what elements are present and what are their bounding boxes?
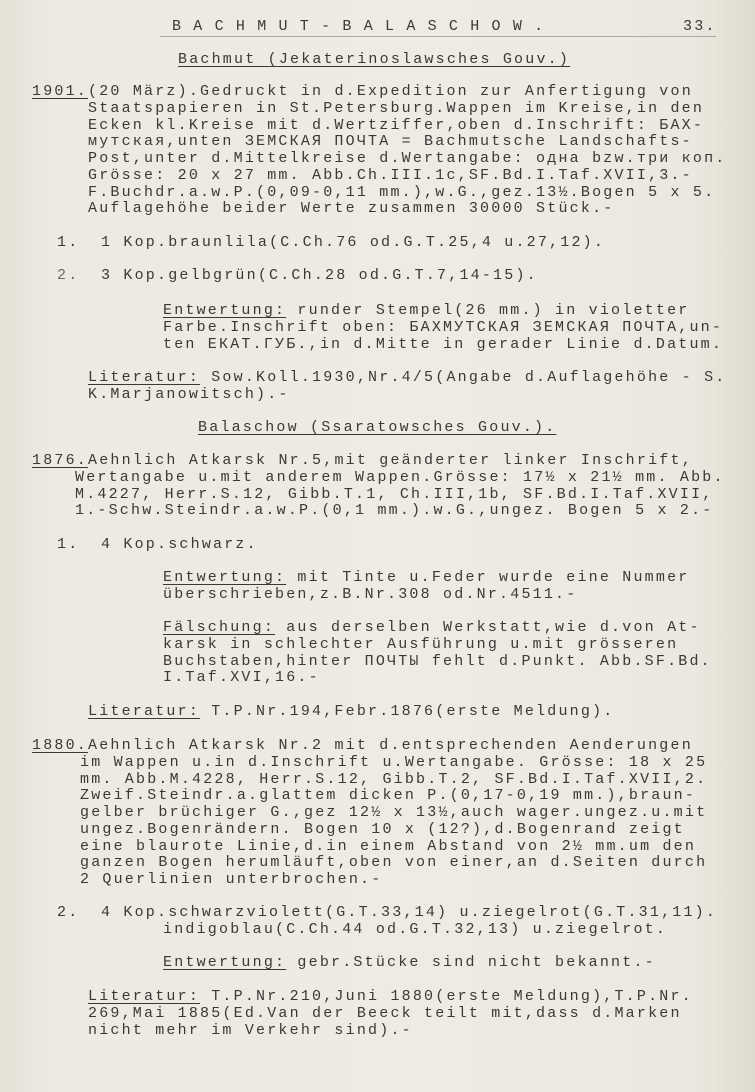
issue-year: 1880. <box>32 737 89 754</box>
text-line: мутская,unten ЗЕМСКАЯ ПОЧТА = Bachmutsche Landschafts- <box>88 133 693 151</box>
text-line-content: T.P.Nr.194,Febr.1876(erste Meldung). <box>200 703 615 720</box>
stamp-entry <box>57 235 605 252</box>
stamp-number: 1. <box>57 234 80 251</box>
stamp-number: 2. <box>57 904 80 921</box>
text-line-content: mit Tinte u.Feder wurde eine Nummer <box>286 569 690 586</box>
text-line: nicht mehr im Verkehr sind).- <box>88 1021 413 1039</box>
section-heading-text: Balaschow (Ssaratowsches Gouv.). <box>198 419 557 436</box>
text-line: karsk in schlechter Ausführung u.mit grösseren <box>163 635 679 653</box>
text-line: Post,unter d.Mittelkreise d.Wertangabe: одна bzw.три коп. <box>88 150 727 167</box>
literature-note <box>88 704 614 721</box>
section-heading-bachmut <box>178 52 570 69</box>
text-line <box>32 84 726 101</box>
issue-1880-paragraph <box>32 738 707 889</box>
section-heading-balaschow <box>198 420 556 437</box>
stamp-number: 1. <box>57 536 80 553</box>
text-line: ganzen Bogen herumläuft,oben von einer,an d.Seiten durch <box>80 854 708 872</box>
literatur-label: Literatur: <box>88 369 201 386</box>
text-line: Staatspapieren in St.Petersburg.Wappen im Kreise,in den <box>88 99 705 117</box>
forgery-note <box>163 620 712 687</box>
text-line: Farbe.Inschrift oben: БАХМУТСКАЯ ЗЕМСКАЯ ПОЧТА,un- <box>163 318 724 336</box>
issue-year: 1876. <box>32 452 89 469</box>
issue-year: 1901. <box>32 83 89 100</box>
stamp-description: 4 Kop.schwarzviolett(G.T.33,14) u.ziegelrot(G.T.31,11). <box>101 904 718 921</box>
header-rule <box>160 36 716 37</box>
text-line: ungez.Bogenrändern. Bogen 10 x (12?),d.Bogenrand zeigt <box>80 820 685 838</box>
running-title: BACHMUT-BALASCHOW. <box>172 18 556 35</box>
text-line: K.Marjanowitsch).- <box>88 385 290 403</box>
issue-1901-paragraph <box>32 84 726 218</box>
cancellation-note <box>163 955 656 972</box>
literatur-label: Literatur: <box>88 988 201 1005</box>
stamp-description: indigoblau(C.Ch.44 od.G.T.32,13) u.ziegelrot. <box>163 920 668 938</box>
faelschung-label: Fälschung: <box>163 619 276 636</box>
text-line-content: (20 März).Gedruckt in d.Expedition zur Anfertigung von <box>88 83 693 100</box>
text-line: I.Taf.XVI,16.- <box>163 669 320 687</box>
literature-note <box>88 989 693 1039</box>
stamp-entry <box>57 537 258 554</box>
section-heading-text: Bachmut (Jekaterinoslawsches Gouv.) <box>178 51 571 68</box>
entwertung-label: Entwertung: <box>163 569 287 586</box>
page-number: 33. <box>683 18 717 35</box>
entwertung-label: Entwertung: <box>163 954 287 971</box>
literature-note <box>88 370 726 404</box>
issue-1876-paragraph <box>32 453 725 520</box>
text-line: F.Buchdr.a.w.P.(0,09-0,11 mm.),w.G.,gez.13½.Bogen 5 x 5. <box>88 183 716 201</box>
text-line: 269,Mai 1885(Ed.Van der Beeck teilt mit,dass d.Marken <box>88 1004 682 1022</box>
text-line: mm. Abb.M.4228, Herr.S.12, Gibb.T.2, SF.Bd.I.Taf.XVII,2. <box>80 770 708 788</box>
text-line-content: aus derselben Werkstatt,wie d.von At- <box>275 619 701 636</box>
stamp-description: 4 Kop.schwarz. <box>101 536 258 553</box>
cancellation-note <box>163 570 689 604</box>
stamp-description: 3 Kop.gelbgrün(C.Ch.28 od.G.T.7,14-15). <box>101 267 538 284</box>
text-line: 1.-Schw.Steindr.a.w.P.(0,1 mm.).w.G.,ungez. Bogen 5 x 2.- <box>75 502 714 520</box>
text-line: Ecken kl.Kreise mit d.Wertziffer,oben d.Inschrift: БАХ- <box>88 116 705 134</box>
stamp-number: 2. <box>57 267 80 284</box>
text-line: Zweif.Steindr.a.glattem dicken P.(0,17-0,19 mm.),braun- <box>80 787 697 805</box>
stamp-entry <box>57 268 538 285</box>
text-line: Wertangabe u.mit anderem Wappen.Grösse: 17½ x 21½ mm. Abb. <box>75 468 725 486</box>
text-line: gelber brüchiger G.,gez 12½ x 13½,auch wager.ungez.u.mit <box>80 804 708 821</box>
text-line: eine blaurote Linie,d.in einem Abstand von 2½ mm.um den <box>80 837 697 855</box>
text-line: M.4227, Herr.S.12, Gibb.T.1, Ch.III,1b, SF.Bd.I.Taf.XVII, <box>75 485 714 503</box>
text-line-content: runder Stempel(26 mm.) in violetter <box>286 302 690 319</box>
stamp-description: 1 Kop.braunlila(C.Ch.76 od.G.T.25,4 u.27,12). <box>101 234 606 251</box>
cancellation-note <box>163 303 723 353</box>
text-line: Buchstaben,hinter ПОЧТЫ fehlt d.Punkt. Abb.SF.Bd. <box>163 652 712 670</box>
text-line-content: T.P.Nr.210,Juni 1880(erste Meldung),T.P.Nr. <box>200 988 693 1005</box>
text-line: Grösse: 20 x 27 mm. Abb.Ch.III.1c,SF.Bd.I.Taf.XVII,3.- <box>88 166 693 184</box>
stamp-entry <box>57 905 717 939</box>
text-line: im Wappen u.in d.Inschrift u.Wertangabe. Grösse: 18 x 25 <box>80 753 708 771</box>
text-line-content: Aehnlich Atkarsk Nr.5,mit geänderter linker Inschrift, <box>88 452 693 469</box>
text-line-content: Sow.Koll.1930,Nr.4/5(Angabe d.Auflagehöhe - S. <box>200 369 727 386</box>
text-line: 2 Querlinien unterbrochen.- <box>80 871 383 888</box>
text-line: Auflagehöhe beider Werte zusammen 30000 Stück.- <box>88 200 615 218</box>
literatur-label: Literatur: <box>88 703 201 720</box>
text-line: ten ЕКАТ.ГУБ.,in d.Mitte in gerader Linie d.Datum. <box>163 335 724 353</box>
entwertung-label: Entwertung: <box>163 302 287 319</box>
text-line-content: Aehnlich Atkarsk Nr.2 mit d.entsprechenden Aenderungen <box>88 737 693 754</box>
text-line-content: gebr.Stücke sind nicht bekannt.- <box>286 954 656 971</box>
text-line: überschrieben,z.B.Nr.308 od.Nr.4511.- <box>163 585 578 603</box>
